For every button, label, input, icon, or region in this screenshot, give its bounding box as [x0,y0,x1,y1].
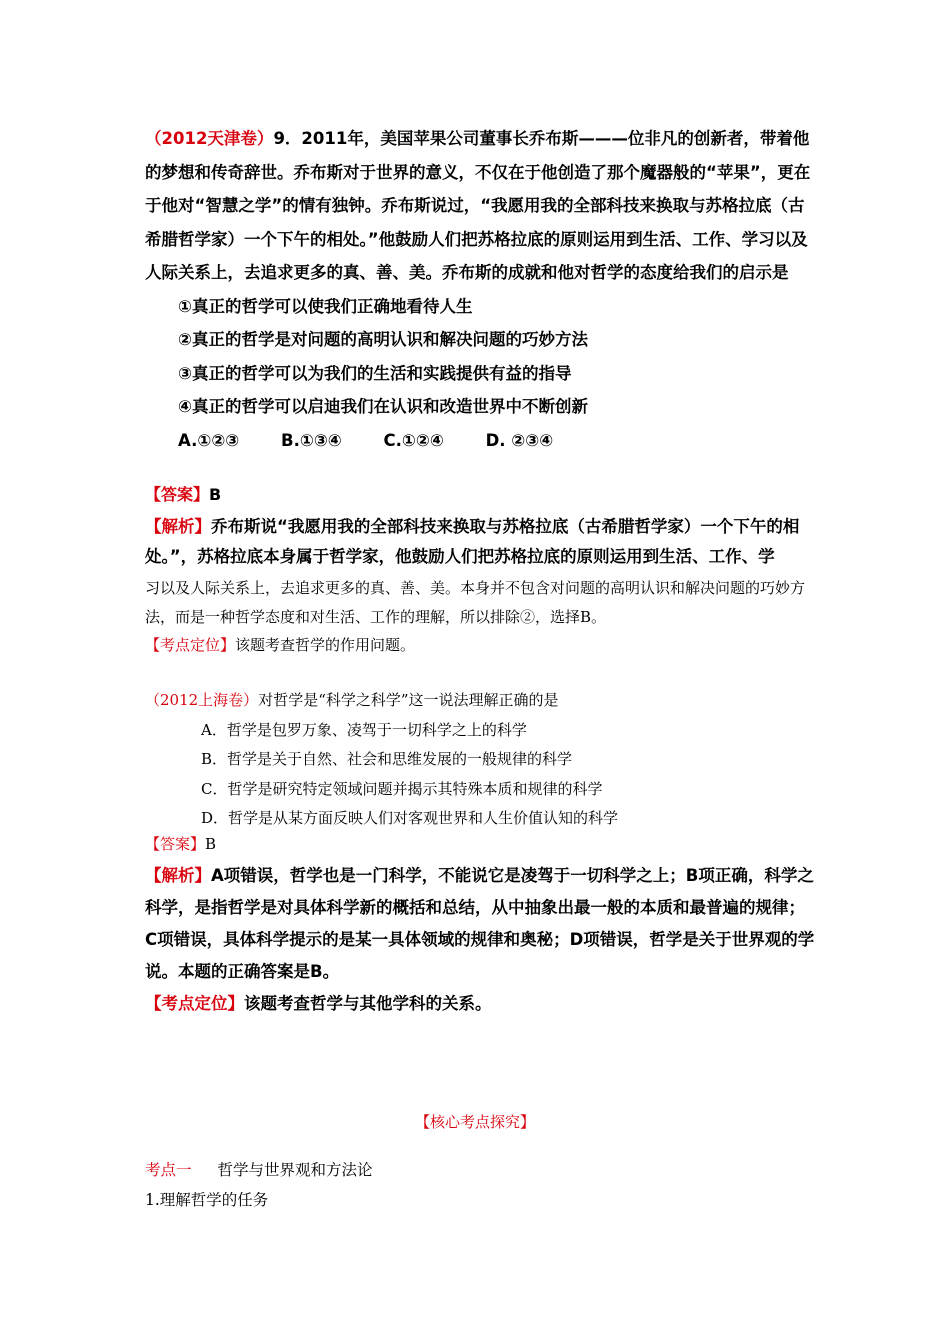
question-1-choices [145,424,815,458]
question-1-option: ③真正的哲学可以为我们的生活和实践提供有益的指导 [178,363,572,383]
kaodian-label: 【考点定位】 [145,636,236,654]
question-2-kaodian [145,990,815,1018]
question-2-option: A．哲学是包罗万象、凌驾于一切科学之上的科学 [201,720,527,739]
kaodian-text: 该题考查哲学与其他学科的关系。 [244,994,492,1013]
analysis-text: A项错误，哲学也是一门科学，不能说它是凌驾于一切科学之上；B项正确，科学之科学，是指哲学是对具体科学新的概括和总结，从中抽象出最一般的本质和最普遍的规律；C项错误，具体科学提示的是某一具体领域的规律和奥秘；D项错误，哲学是关于世界观的学说。本题的正确答案是B。 [145,866,815,981]
question-1-option: ②真正的哲学是对问题的高明认识和解决问题的巧妙方法 [178,330,588,349]
choice-b: B.①③④ [281,430,342,450]
analysis-label: 【解析】 [145,517,211,536]
question-2-option: D．哲学是从某方面反映人们对客观世界和人生价值认知的科学 [201,809,619,827]
choice-d: D. ②③④ [485,430,554,450]
kaodian-1-title: 哲学与世界观和方法论 [217,1161,373,1179]
question-1-analysis-continued [145,574,815,632]
kaodian-1-heading [145,1156,815,1184]
question-2-source: （2012上海卷） [145,691,259,709]
answer-label: 【答案】 [145,485,210,504]
section-title: 【核心考点探究】 [414,1113,535,1131]
question-2-analysis [145,860,815,988]
question-2 [145,686,815,834]
answer-label: 【答案】 [145,835,206,853]
choice-c: C.①②④ [383,430,444,450]
kaodian-1-label: 考点一 [145,1161,192,1179]
analysis-label: 【解析】 [145,866,211,885]
choice-a: A.①②③ [178,430,240,450]
answer-value: B [209,485,222,504]
analysis-text: 习以及人际关系上，去追求更多的真、善、美。本身并不包含对问题的高明认识和解决问题的巧妙方法，而是一种哲学态度和对生活、工作的理解，所以排除②，选择B。 [145,579,806,626]
question-2-answer [145,830,815,858]
kaodian-label: 【考点定位】 [145,994,244,1013]
question-1-answer [145,482,815,508]
question-2-option: B．哲学是关于自然、社会和思维发展的一般规律的科学 [201,750,573,768]
question-1 [145,122,815,457]
question-2-option: C．哲学是研究特定领域问题并揭示其特殊本质和规律的科学 [201,779,603,798]
question-1-option: ①真正的哲学可以使我们正确地看待人生 [178,296,473,316]
question-2-stem [145,686,815,716]
question-2-text: 对哲学是“科学之科学”这一说法理解正确的是 [258,691,559,709]
answer-value: B [205,835,217,853]
question-1-option: ④真正的哲学可以启迪我们在认识和改造世界中不断创新 [178,397,588,416]
question-1-source: （2012天津卷） [145,129,274,148]
question-1-text: 9．2011年，美国苹果公司董事长乔布斯———位非凡的创新者，带着他的梦想和传奇辞世。乔布斯对于世界的意义，不仅在于他创造了那个魔器般的“苹果”，更在于他对“智慧之学”的情有独钟。乔布斯说过，“我愿用我的全部科技来换取与苏格拉底（古希腊哲学家）一个下午的相处。”他鼓励人们把苏格拉底的原则运用到生活、工作、学习以及人际关系上，去追求更多的真、善、美。乔布斯的成就和他对哲学的态度给我们的启示是 [145,129,811,282]
question-1-analysis [145,512,815,572]
subsection-heading: 1.理解哲学的任务 [145,1191,269,1209]
question-1-kaodian [145,632,815,658]
question-1-stem [145,122,815,290]
kaodian-text: 该题考查哲学的作用问题。 [235,636,416,654]
analysis-text-bold: 乔布斯说“我愿用我的全部科技来换取与苏格拉底（古希腊哲学家）一个下午的相处。”，苏格拉底本身属于哲学家，他鼓励人们把苏格拉底的原则运用到生活、工作、学 [145,517,800,566]
